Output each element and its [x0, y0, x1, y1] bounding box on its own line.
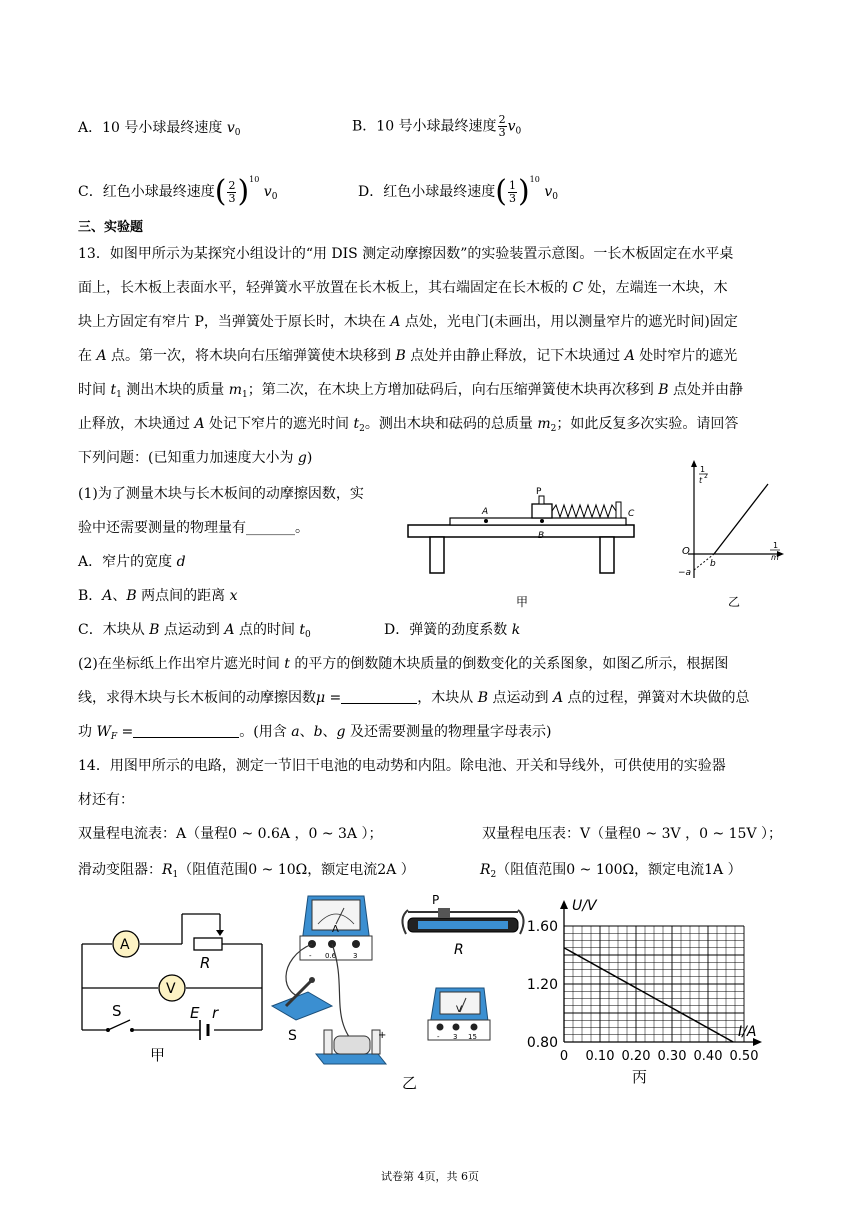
x-tick-label: 0.10 — [585, 1049, 615, 1064]
figure-caption: 甲 — [150, 1046, 166, 1064]
section-title: 三、实验题 — [78, 220, 144, 235]
voltmeter-terminal-label: - — [437, 1033, 440, 1041]
ammeter-terminal-label: - — [309, 952, 312, 960]
rheostat-device — [402, 908, 523, 934]
q13-option-c: C．木块从 B 点运动到 A 点的时间 $t_0$ — [78, 622, 311, 640]
x-label-den: m — [771, 553, 779, 562]
voltmeter-terminal-label: 3 — [453, 1033, 458, 1041]
table-top — [408, 525, 634, 537]
switch-device — [272, 977, 332, 1020]
voltmeter-label: V — [166, 981, 176, 997]
rheostat-symbol — [194, 938, 222, 950]
switch-device-label: S — [288, 1028, 297, 1044]
y-tick-label: 0.80 — [526, 1035, 558, 1051]
label-a: A — [482, 507, 489, 517]
internal-r-label: r — [212, 1004, 219, 1022]
ammeter-terminal-label: 3 — [353, 952, 358, 960]
figure-caption: 乙 — [402, 1074, 418, 1092]
rheostat-spec: 滑动变阻器：$R_1$（阻值范围0 ~ 10Ω，额定电流2A ） — [78, 862, 415, 880]
y-axis-label: U/V — [572, 898, 597, 914]
x-label-num: 1 — [773, 541, 779, 550]
voltmeter-spec: 双量程电压表：V（量程0 ~ 3V ，0 ~ 15V ）； — [482, 826, 783, 842]
q13-part1: 验中还需要测量的物理量有_______。 — [78, 520, 309, 536]
point-b — [540, 519, 544, 523]
fixed-end — [616, 502, 621, 518]
ammeter-terminal-label: 0.6 — [325, 952, 337, 960]
circuit-diagram — [78, 900, 268, 1070]
grid — [564, 926, 744, 1042]
figure-caption: 甲 — [516, 595, 529, 609]
switch-label: S — [112, 1002, 122, 1020]
point-a — [484, 519, 488, 523]
q13-line: 块上方固定有窄片 P，当弹簧处于原长时，木块在 A 点处，光电门(未画出，用以测量窄片的遮光时间)固定 — [78, 314, 738, 330]
physical-devices — [268, 888, 528, 1094]
x-tick-label: 0 — [559, 1049, 569, 1064]
answer-blank — [341, 689, 417, 704]
x-tick-label: 0.50 — [729, 1049, 759, 1064]
q14-line: 材还有： — [78, 792, 134, 808]
y-label-den: t — [699, 476, 703, 485]
figure-caption: 乙 — [728, 595, 741, 609]
label-b: B — [538, 531, 545, 541]
slider-arrow — [216, 930, 224, 936]
q13-part1: (1)为了测量木块与长木板间的动摩擦因数，实 — [78, 486, 364, 502]
rheostat-spec: $R_2$（阻值范围0 ~ 100Ω，额定电流1A ） — [480, 862, 742, 880]
q13-option-a: A．窄片的宽度 d — [78, 554, 186, 570]
origin-label: O — [682, 546, 690, 557]
y-label-num: 1 — [700, 465, 706, 474]
ammeter-spec: 双量程电流表：A（量程0 ~ 0.6A ，0 ~ 3A ）； — [78, 826, 383, 842]
table-leg — [600, 537, 614, 573]
y-tick-label: 1.20 — [526, 977, 558, 993]
y-label-exp: 2 — [704, 473, 708, 480]
q13-line: 下列问题：(已知重力加速度大小为 g) — [78, 450, 313, 466]
y-tick-label: 1.60 — [526, 919, 558, 935]
x-axis-label: I/A — [738, 1024, 757, 1040]
q13-part2: (2)在坐标纸上作出窄片遮光时间 t 的平方的倒数随木块质量的倒数变化的关系图象，如图乙所示，根据图 — [78, 656, 729, 672]
resistor-label: R — [200, 954, 211, 972]
wood-block — [532, 504, 552, 518]
q13-part2: 功 $W_F$ = 。(用含 a、b、g 及还需要测量的物理量字母表示) — [78, 724, 552, 742]
long-board — [450, 518, 626, 525]
q14-line: 14．用图甲所示的电路，测定一节旧干电池的电动势和内阻。除电池、开关和导线外，可供使用的实验器 — [78, 758, 726, 774]
y-axis-arrow — [560, 900, 568, 909]
q13-line: 13．如图甲所示为某探究小组设计的“用 DIS 测定动摩擦因数”的实验装置示意图。一长木板固定在水平桌 — [78, 246, 734, 262]
b-label: b — [710, 559, 716, 569]
rheostat-device-label: R — [454, 942, 464, 958]
q12-option-b: B．10 号小球最终速度 $\frac{2}{3}$ $v_0$ — [352, 113, 522, 139]
q13-option-b: B．A、B 两点间的距离 x — [78, 588, 238, 604]
plus-sign: + — [378, 1030, 387, 1041]
table-leg — [430, 537, 444, 573]
q12-option-a: A．10 号小球最终速度 $v_0$ — [78, 120, 241, 138]
ui-graph — [520, 892, 760, 1088]
x-tick-label: 0.30 — [657, 1049, 687, 1064]
label-p: P — [536, 487, 542, 497]
q13-line: 面上，长木板上表面水平，轻弹簧水平放置在长木板上，其右端固定在长木板的 C 处，左端连一木块，木 — [78, 280, 728, 296]
graph-yi — [670, 458, 790, 618]
y-axis-arrow — [691, 460, 697, 467]
apparatus-figure — [400, 480, 640, 610]
x-tick-label: 0.20 — [621, 1049, 651, 1064]
label-c: C — [628, 509, 635, 519]
voltmeter-device-label: V — [456, 1005, 463, 1015]
voltmeter-terminal-label: 15 — [468, 1033, 477, 1041]
q12-option-c: C．红色小球最终速度( $\frac{2}{3}$ )$^{10}$ $v_0$ — [78, 174, 278, 209]
q13-option-d: D．弹簧的劲度系数 k — [384, 622, 521, 638]
q12-option-d: D．红色小球最终速度( $\frac{1}{3}$ )$^{10}$ $v_0$ — [358, 174, 558, 209]
ammeter-device-label: A — [332, 924, 339, 935]
battery-device — [316, 1030, 386, 1064]
q13-line: 在 A 点。第一次，将木块向右压缩弹簧使木块移到 B 点处并由静止释放，记下木块通过 A 处时窄片的遮光 — [78, 348, 738, 364]
emf-label: E — [190, 1004, 200, 1022]
spring — [552, 505, 616, 517]
q13-line: 时间 $t_1$ 测出木块的质量 $m_1$；第二次，在木块上方增加砝码后，向右压缩弹簧使木块再次移到 B 点处并由静 — [78, 382, 743, 400]
a-label: −a — [678, 568, 692, 578]
q13-line: 止释放，木块通过 A 处记下窄片的遮光时间 $t_2$。测出木块和砝码的总质量 $m_2$；如此反复多次实验。请回答 — [78, 416, 739, 434]
fraction: $\frac{2}{3}$ — [498, 113, 506, 139]
slider-label: P — [432, 893, 440, 907]
answer-blank — [133, 723, 239, 738]
q13-part2: 线，求得木块与长木板间的动摩擦因数μ = ，木块从 B 点运动到 A 点的过程，弹簧对木块做的总 — [78, 690, 750, 706]
figure-caption: 丙 — [632, 1068, 648, 1086]
page-footer: 试卷第 4页，共 6页 — [381, 1170, 479, 1183]
x-tick-label: 0.40 — [693, 1049, 723, 1064]
shutter-strip — [539, 496, 544, 504]
ammeter-label: A — [120, 937, 130, 953]
data-line — [714, 484, 768, 554]
